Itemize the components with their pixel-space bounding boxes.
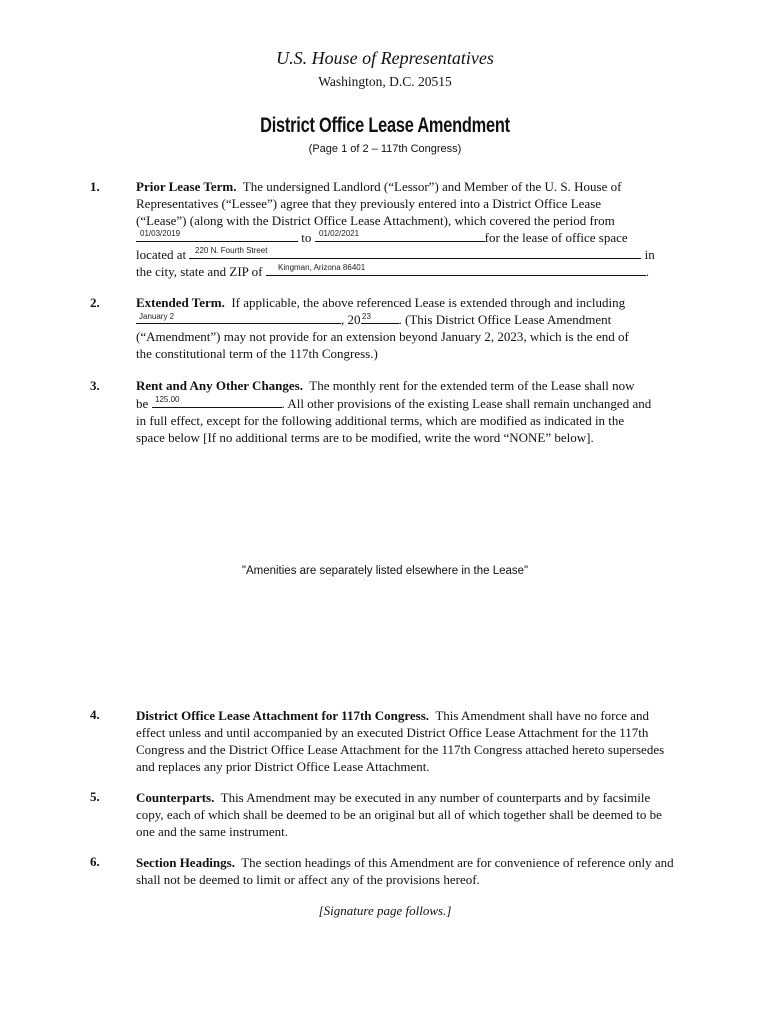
located-label: located at: [136, 247, 187, 262]
section-2-number: 2.: [90, 295, 100, 310]
section-1-text-2: Representatives (“Lessee”) agree that they previously entered into a District Office Lease: [136, 196, 602, 211]
additional-terms-text[interactable]: "Amenities are separately listed elsewhere in the Lease": [241, 565, 529, 577]
section-1-line-1: [136, 179, 621, 195]
section-1-number: 1.: [90, 179, 100, 194]
signature-page-note: [Signature page follows.]: [318, 903, 452, 918]
section-5-paragraph: [136, 789, 681, 840]
be-label: be: [136, 396, 149, 411]
section-2-text-2: . (This District Office Lease Amendment: [398, 312, 612, 327]
section-6-number: 6.: [90, 854, 100, 869]
section-6-heading: Section Headings.: [136, 855, 235, 870]
section-3-rent-line: [136, 396, 651, 412]
period-end-value: 01/02/2021: [319, 229, 360, 238]
section-1-heading: Prior Lease Term.: [136, 179, 237, 194]
section-6-text: The section headings of this Amendment are for convenience of reference only and shall not be deemed to limit or affect any of the provisions hereof.: [136, 855, 674, 887]
section-1-city-line: [136, 264, 649, 280]
section-4-heading: District Office Lease Attachment for 117th Congress.: [136, 708, 430, 723]
section-4-paragraph: [136, 707, 681, 775]
period-start-value: 01/03/2019: [140, 229, 181, 238]
address-value: 220 N. Fourth Street: [195, 246, 268, 255]
year-prefix: , 20: [341, 312, 361, 327]
section-4-text: This Amendment shall have no force and effect unless and until accompanied by an executed District Office Lease Attachment for the 117th Congress and the District Office Lease Attachment for the 117th Congress attached hereto supersedes and replaces any prior District Office Lease Attachment.: [136, 708, 665, 774]
extended-through-value: January 2: [139, 312, 175, 321]
section-2-text-1: If applicable, the above referenced Lease is extended through and including: [231, 295, 626, 310]
document-title: District Office Lease Amendment: [260, 114, 510, 137]
section-3-number: 3.: [90, 378, 100, 393]
section-1-period-line: [136, 230, 628, 246]
section-2-text-3: (“Amendment”) may not provide for an extension beyond January 2, 2023, which is the end of: [136, 329, 629, 344]
monthly-rent-value: 125.00: [155, 395, 180, 404]
section-2-text-4: the constitutional term of the 117th Congress.): [136, 346, 378, 361]
section-2-line-1: [136, 295, 625, 311]
header-title: U.S. House of Representatives: [276, 48, 494, 68]
section-2-heading: Extended Term.: [136, 295, 225, 310]
document-subtitle: (Page 1 of 2 – 117th Congress): [308, 143, 462, 155]
city-end-period: .: [645, 264, 649, 279]
in-label: in: [644, 247, 655, 262]
section-2-date-line: [136, 312, 611, 328]
section-3-heading: Rent and Any Other Changes.: [136, 378, 303, 393]
section-3-text-4: space below [If no additional terms are to be modified, write the word “NONE” below].: [136, 430, 594, 445]
to-label: to: [301, 230, 312, 245]
section-1-text-1: The undersigned Landlord (“Lessor”) and Member of the U. S. House of: [242, 179, 622, 194]
section-5-heading: Counterparts.: [136, 790, 215, 805]
section-5-text: This Amendment may be executed in any number of counterparts and by facsimile copy, each of which shall be deemed to be an original but all of which together shall be deemed to be one and the same instrument.: [136, 790, 662, 839]
city-label: the city, state and ZIP of: [136, 264, 263, 279]
section-5-number: 5.: [90, 789, 100, 804]
city-state-zip-value: Kingman, Arizona 86401: [278, 263, 366, 272]
for-lease-label: for the lease of office space: [484, 230, 628, 245]
section-1-text-3: (“Lease”) (along with the District Office Lease Attachment), which covered the period from: [136, 213, 615, 228]
section-3-text-1: The monthly rent for the extended term of the Lease shall now: [309, 378, 635, 393]
extended-year-value: 23: [362, 312, 371, 321]
section-3-text-2: . All other provisions of the existing Lease shall remain unchanged and: [281, 396, 652, 411]
section-4-number: 4.: [90, 707, 100, 722]
section-3-text-3: in full effect, except for the following additional terms, which are modified as indicated in the: [136, 413, 625, 428]
header-address: Washington, D.C. 20515: [318, 74, 452, 89]
section-6-paragraph: [136, 854, 681, 888]
section-3-line-1: [136, 378, 635, 394]
